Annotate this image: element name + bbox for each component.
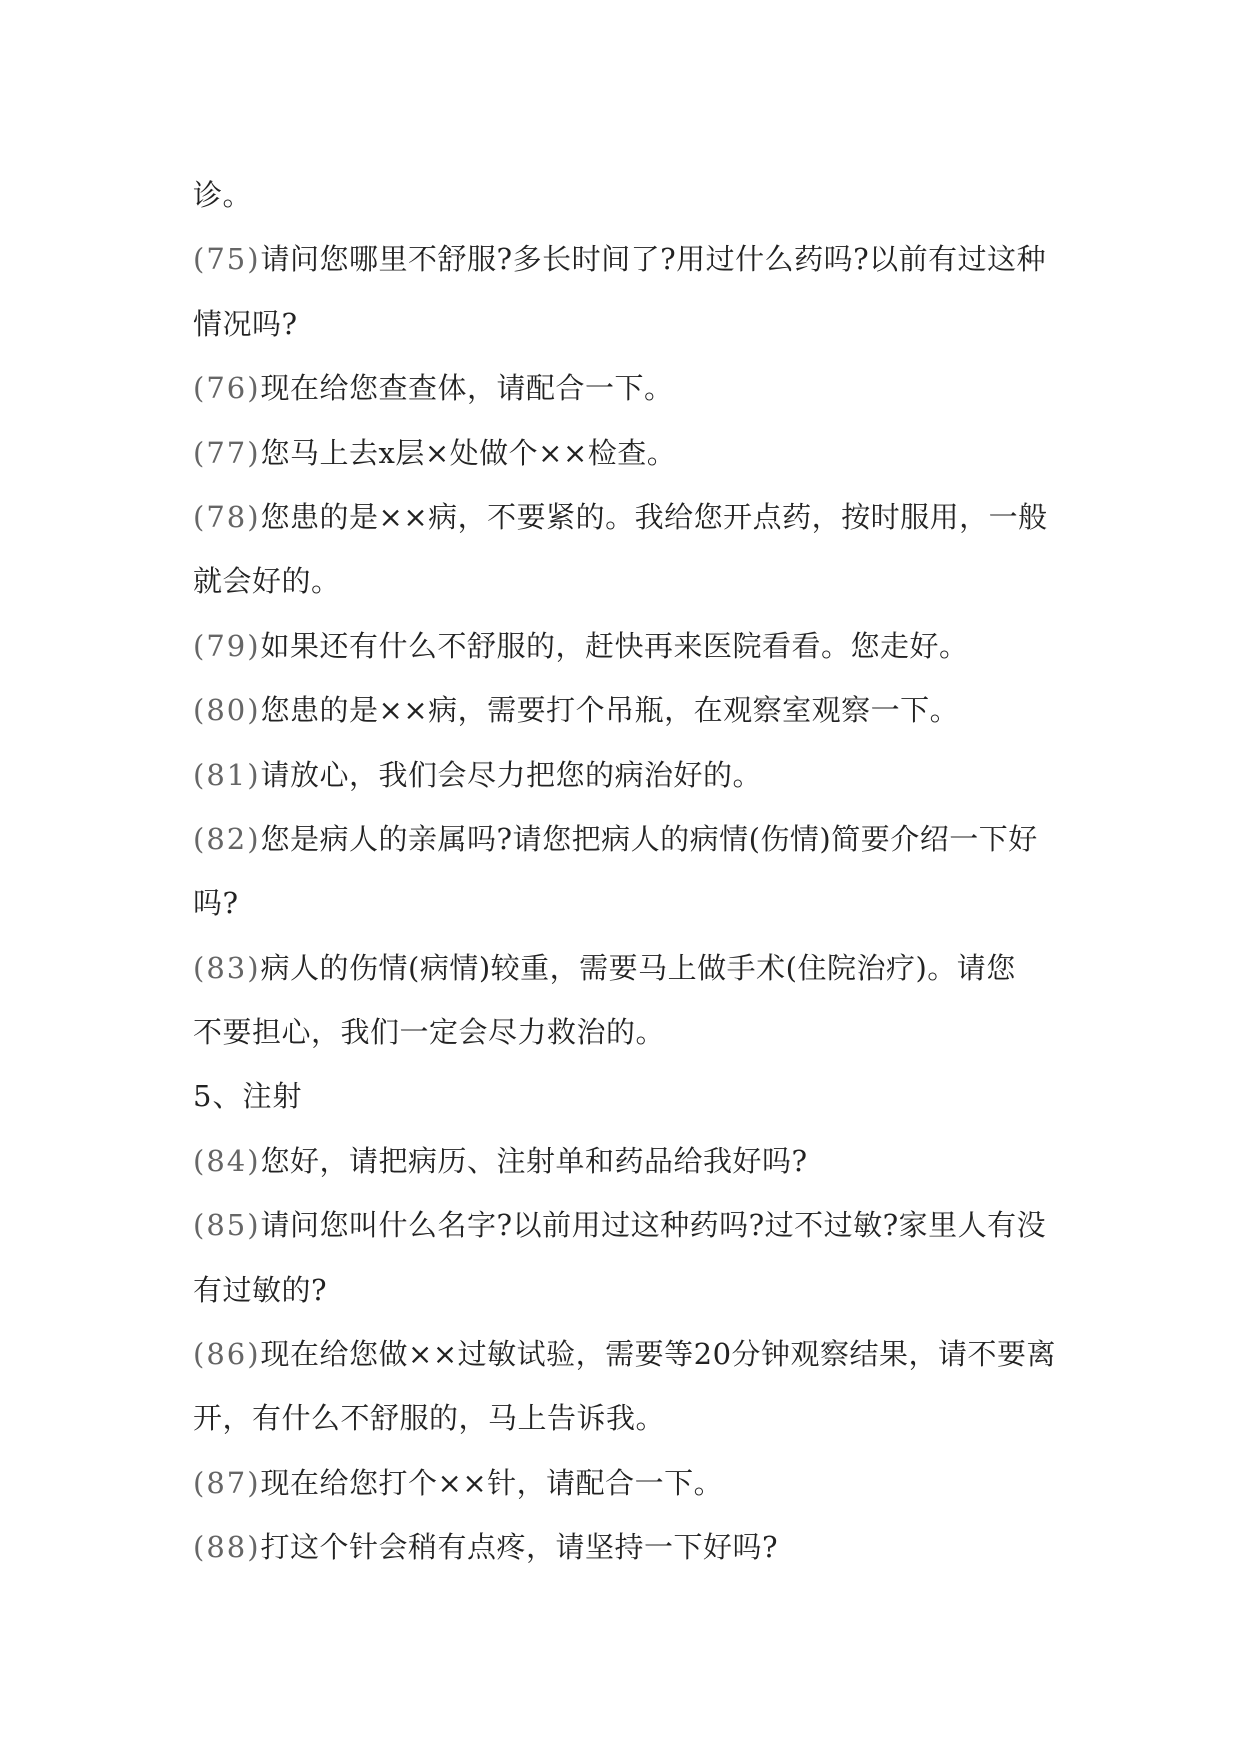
paragraph-line — [193, 1193, 1073, 1257]
line-text: 您患的是××病，不要紧的。我给您开点药，按时服用，一般 — [260, 499, 1048, 534]
paragraph-line — [193, 871, 1073, 935]
line-text: 如果还有什么不舒服的，赶快再来医院看看。您走好。 — [260, 628, 969, 663]
paragraph-line — [193, 1000, 1073, 1064]
paragraph-line — [193, 807, 1073, 871]
line-text: 现在给您做××过敏试验，需要等20分钟观察结果，请不要离 — [260, 1337, 1057, 1372]
item-number: (75) — [193, 242, 261, 277]
item-number: (76) — [193, 371, 261, 406]
paragraph-line — [193, 614, 1073, 678]
item-number: (81) — [193, 757, 261, 792]
item-number: (79) — [193, 628, 261, 663]
line-text: 打这个针会稍有点疼，请坚持一下好吗? — [260, 1530, 779, 1565]
paragraph-line — [193, 549, 1073, 613]
line-text: 您好，请把病历、注射单和药品给我好吗? — [260, 1143, 808, 1178]
line-text: 现在给您查查体，请配合一下。 — [260, 371, 674, 406]
item-number: (82) — [193, 821, 261, 856]
item-number: (85) — [193, 1208, 261, 1243]
paragraph-line — [193, 163, 1073, 227]
line-text: 诊。 — [193, 178, 253, 212]
paragraph-line — [193, 1386, 1073, 1450]
line-text: 您是病人的亲属吗?请您把病人的病情(伤情)简要介绍一下好 — [260, 821, 1038, 856]
line-text: 不要担心，我们一定会尽力救治的。 — [193, 1015, 666, 1050]
paragraph-line — [193, 227, 1073, 291]
item-number: (84) — [193, 1143, 261, 1178]
item-number: (88) — [193, 1530, 261, 1565]
line-text: 病人的伤情(病情)较重，需要马上做手术(住院治疗)。请您 — [260, 950, 1016, 985]
paragraph-line — [193, 292, 1073, 356]
line-text: 就会好的。 — [193, 564, 341, 599]
paragraph-line — [193, 743, 1073, 807]
line-text: 您患的是××病，需要打个吊瓶，在观察室观察一下。 — [260, 693, 960, 728]
item-number: (80) — [193, 693, 261, 728]
line-text: 开，有什么不舒服的，马上告诉我。 — [193, 1401, 666, 1436]
document-body — [193, 163, 1073, 1580]
line-text: 请放心，我们会尽力把您的病治好的。 — [260, 757, 763, 792]
paragraph-line — [193, 421, 1073, 485]
line-text: 有过敏的? — [193, 1272, 328, 1307]
paragraph-line — [193, 1451, 1073, 1515]
paragraph-line — [193, 485, 1073, 549]
paragraph-line — [193, 678, 1073, 742]
item-number: (78) — [193, 499, 261, 534]
line-text: 请问您叫什么名字?以前用过这种药吗?过不过敏?家里人有没 — [260, 1208, 1047, 1243]
paragraph-line — [193, 1515, 1073, 1579]
paragraph-line — [193, 936, 1073, 1000]
line-text: 您马上去x层×处做个××检查。 — [260, 435, 677, 470]
paragraph-line — [193, 1322, 1073, 1386]
paragraph-line — [193, 1129, 1073, 1193]
paragraph-line — [193, 1258, 1073, 1322]
line-text: 5、注射 — [193, 1079, 303, 1114]
item-number: (77) — [193, 435, 261, 470]
line-text: 现在给您打个××针，请配合一下。 — [260, 1465, 724, 1500]
paragraph-line — [193, 356, 1073, 420]
line-text: 请问您哪里不舒服?多长时间了?用过什么药吗?以前有过这种 — [260, 242, 1047, 277]
item-number: (83) — [193, 950, 261, 985]
section-heading — [193, 1064, 1073, 1128]
item-number: (87) — [193, 1465, 261, 1500]
item-number: (86) — [193, 1337, 261, 1372]
line-text: 情况吗? — [193, 306, 298, 341]
line-text: 吗? — [193, 886, 239, 921]
